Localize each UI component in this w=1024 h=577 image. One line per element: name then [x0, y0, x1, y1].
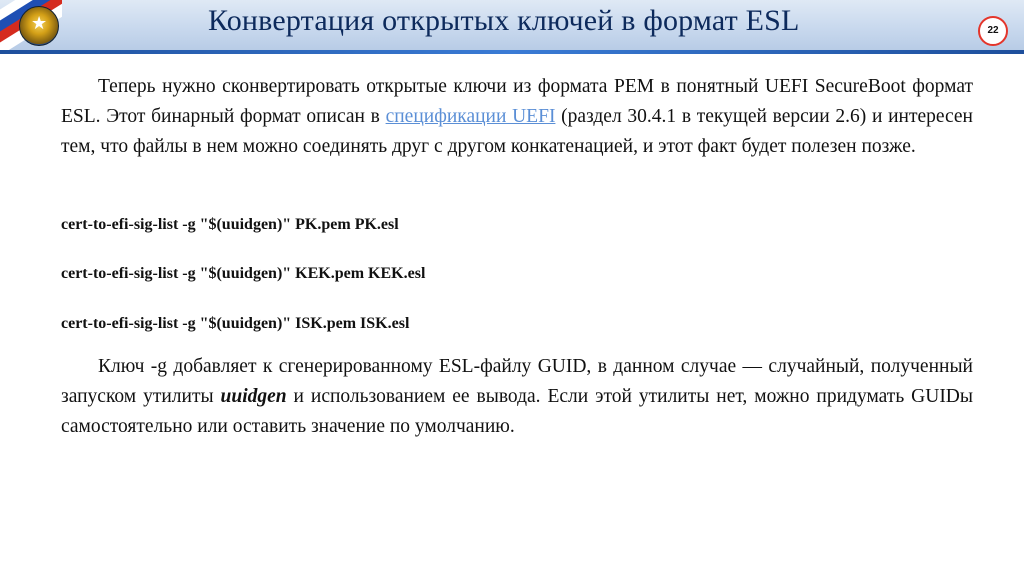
- explanation-paragraph: [61, 352, 973, 442]
- command-isk: cert-to-efi-sig-list -g "$(uuidgen)" ISK.pem ISK.esl: [61, 315, 410, 332]
- emblem-icon: [19, 6, 59, 46]
- command-kek: cert-to-efi-sig-list -g "$(uuidgen)" KEK.pem KEK.esl: [61, 265, 426, 282]
- command-pk: cert-to-efi-sig-list -g "$(uuidgen)" PK.pem PK.esl: [61, 216, 399, 233]
- uefi-spec-link[interactable]: спецификации UEFI: [385, 106, 556, 127]
- intro-paragraph: [61, 72, 973, 162]
- star-icon: ★: [31, 13, 48, 34]
- uuidgen-emphasis: uuidgen: [220, 386, 287, 407]
- slide-title: Конвертация открытых ключей в формат ESL: [208, 4, 800, 37]
- page-number-badge: 22: [978, 16, 1008, 46]
- header-rule: [0, 50, 1024, 54]
- intro-text-start: Теперь нужно сконвертировать открытые ключи из формата PEM в понятный UEFI SecureBoot формат ESL. Этот бинарный формат описан в: [61, 76, 973, 127]
- content-area: [61, 72, 973, 162]
- intro-text-end: (раздел 30.4.1 в текущей версии 2.6) и интересен тем, что файлы в нем можно соединять друг с другом конкатенацией, и этот факт будет полезен позже.: [61, 106, 973, 157]
- explanation-block: [61, 352, 973, 442]
- explanation-text-end: и использованием ее вывода. Если этой утилиты нет, можно придумать GUIDы самостоятельно или оставить значение по умолчанию.: [61, 386, 973, 437]
- explanation-text-start: Ключ -g добавляет к сгенерированному ESL-файлу GUID, в данном случае — случайный, полученный запуском утилиты: [61, 356, 973, 407]
